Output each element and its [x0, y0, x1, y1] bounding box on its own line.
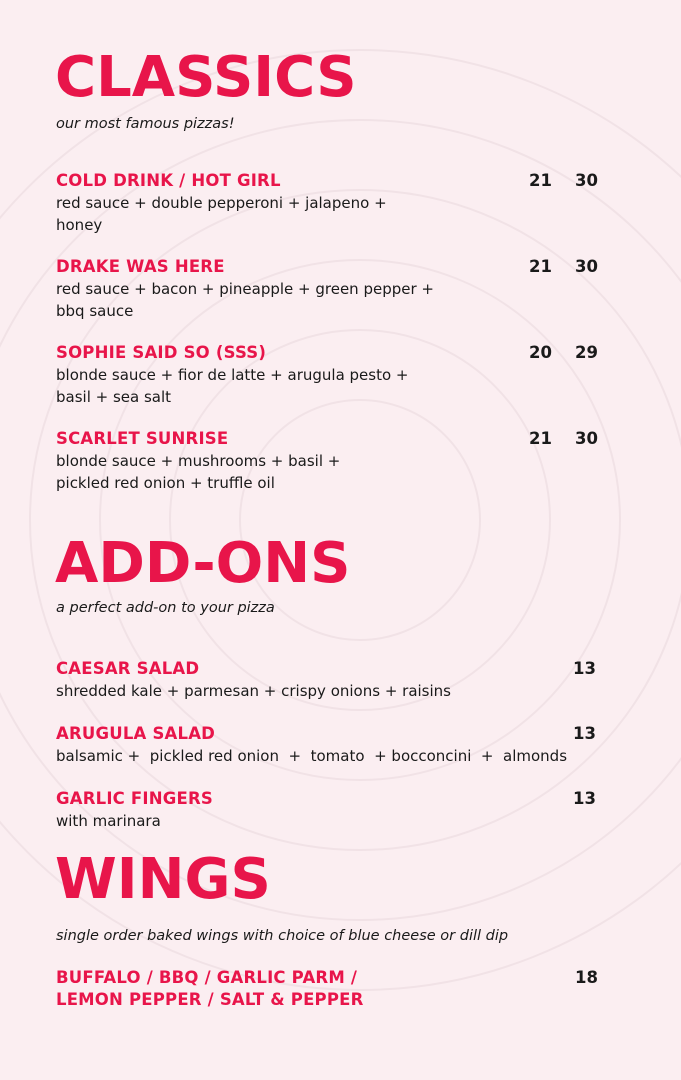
item-name: DRAKE WAS HERE: [56, 257, 225, 276]
wings-subtitle: single order baked wings with choice of blue cheese or dill dip: [56, 928, 509, 944]
item-name: COLD DRINK / HOT GIRL: [56, 171, 281, 190]
addons-title: ADD-ONS: [55, 531, 351, 596]
menu-item-sophie-said-so: [56, 342, 616, 408]
price-large: 30: [575, 429, 598, 448]
addons-subtitle: a perfect add-on to your pizza: [56, 600, 275, 616]
price-small: 21: [529, 171, 552, 190]
item-name: BUFFALO / BBQ / GARLIC PARM / LEMON PEPPER / SALT & PEPPER: [56, 968, 364, 1009]
item-description: red sauce + double pepperoni + jalapeno + honey: [56, 194, 387, 234]
menu-item-arugula-salad: [56, 723, 616, 767]
price-small: 20: [529, 343, 552, 362]
price-large: 29: [575, 343, 598, 362]
item-name: SCARLET SUNRISE: [56, 429, 229, 448]
item-name: SOPHIE SAID SO (SSS): [56, 343, 267, 362]
classics-subtitle: our most famous pizzas!: [56, 116, 235, 132]
price: 13: [573, 659, 596, 678]
item-description: blonde sauce + mushrooms + basil + pickled red onion + truffle oil: [56, 452, 341, 492]
item-name: ARUGULA SALAD: [56, 724, 216, 743]
price: 13: [573, 724, 596, 743]
menu-item-wing-flavors: [56, 967, 616, 1011]
classics-title: CLASSICS: [55, 45, 357, 110]
item-name: GARLIC FINGERS: [56, 789, 213, 808]
price-small: 21: [529, 257, 552, 276]
price-large: 30: [575, 171, 598, 190]
item-description: balsamic + pickled red onion + tomato + bocconcini + almonds: [56, 747, 568, 765]
item-description: red sauce + bacon + pineapple + green pepper + bbq sauce: [56, 280, 434, 320]
wings-title: WINGS: [55, 847, 271, 912]
item-description: shredded kale + parmesan + crispy onions + raisins: [56, 682, 451, 700]
menu-item-cold-drink-hot-girl: [56, 170, 616, 236]
price: 18: [575, 968, 598, 987]
menu-item-caesar-salad: [56, 658, 616, 702]
price-large: 30: [575, 257, 598, 276]
price-small: 21: [529, 429, 552, 448]
menu-item-drake-was-here: [56, 256, 616, 322]
item-description: blonde sauce + fior de latte + arugula pesto + basil + sea salt: [56, 366, 409, 406]
menu-item-scarlet-sunrise: [56, 428, 616, 494]
menu-item-garlic-fingers: [56, 788, 616, 832]
item-name: CAESAR SALAD: [56, 659, 200, 678]
item-description: with marinara: [56, 812, 161, 830]
price: 13: [573, 789, 596, 808]
